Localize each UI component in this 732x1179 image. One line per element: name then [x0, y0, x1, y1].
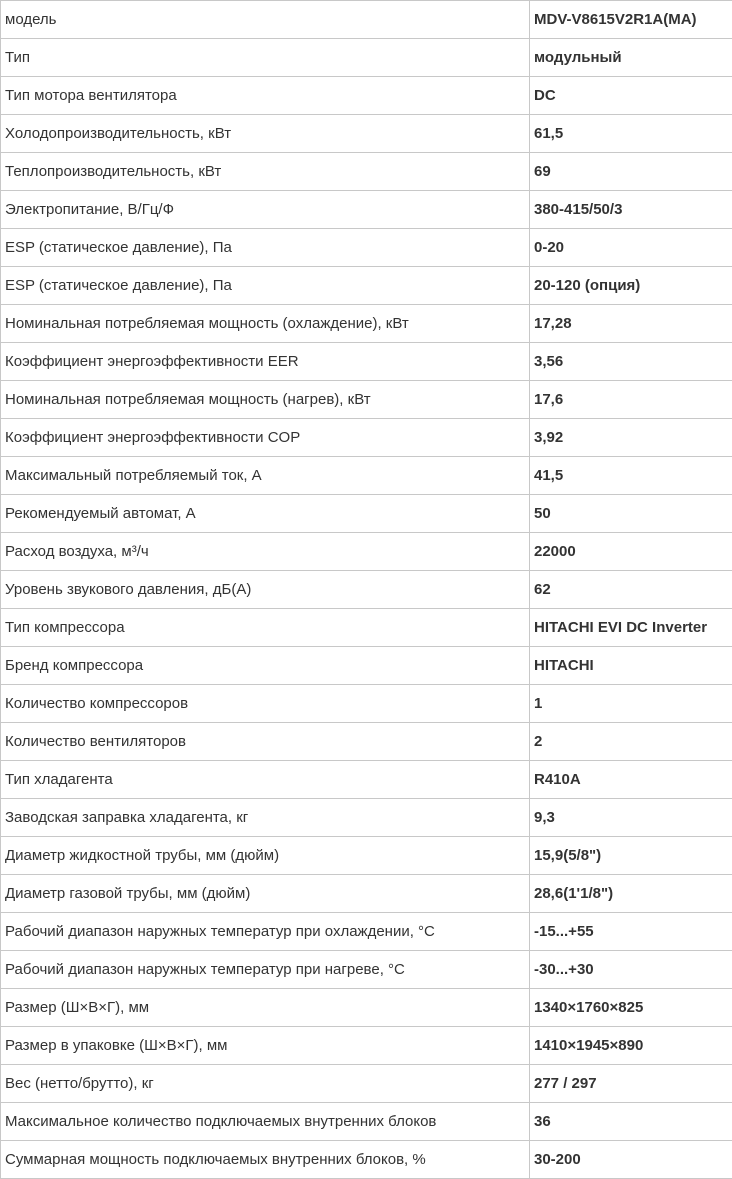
- table-row: [1, 723, 732, 761]
- spec-value: -30...+30: [530, 951, 732, 989]
- spec-label: Размер в упаковке (Ш×В×Г), мм: [1, 1027, 530, 1065]
- spec-value: 2: [530, 723, 732, 761]
- table-row: [1, 77, 732, 115]
- table-row: [1, 343, 732, 381]
- spec-value: 17,6: [530, 381, 732, 419]
- spec-label: Коэффициент энергоэффективности COP: [1, 419, 530, 457]
- spec-value: 15,9(5/8"): [530, 837, 732, 875]
- spec-label: Рабочий диапазон наружных температур при нагреве, °С: [1, 951, 530, 989]
- spec-value: модульный: [530, 39, 732, 77]
- spec-label: модель: [1, 1, 530, 39]
- spec-value: 20-120 (опция): [530, 267, 732, 305]
- table-row: [1, 799, 732, 837]
- spec-value: 69: [530, 153, 732, 191]
- spec-value: HITACHI: [530, 647, 732, 685]
- table-row: [1, 229, 732, 267]
- spec-label: Размер (Ш×В×Г), мм: [1, 989, 530, 1027]
- table-row: [1, 39, 732, 77]
- table-row: [1, 761, 732, 799]
- spec-label: Бренд компрессора: [1, 647, 530, 685]
- spec-value: 28,6(1'1/8"): [530, 875, 732, 913]
- spec-label: ESP (статическое давление), Па: [1, 229, 530, 267]
- spec-label: Диаметр газовой трубы, мм (дюйм): [1, 875, 530, 913]
- spec-value: 61,5: [530, 115, 732, 153]
- spec-value: 1: [530, 685, 732, 723]
- table-row: [1, 153, 732, 191]
- spec-label: Диаметр жидкостной трубы, мм (дюйм): [1, 837, 530, 875]
- spec-value: 36: [530, 1103, 732, 1141]
- table-row: [1, 647, 732, 685]
- table-row: [1, 305, 732, 343]
- spec-label: Теплопроизводительность, кВт: [1, 153, 530, 191]
- spec-label: Рабочий диапазон наружных температур при охлаждении, °С: [1, 913, 530, 951]
- spec-label: Рекомендуемый автомат, А: [1, 495, 530, 533]
- spec-value: MDV-V8615V2R1A(MA): [530, 1, 732, 39]
- table-row: [1, 191, 732, 229]
- spec-value: 30-200: [530, 1141, 732, 1179]
- table-row: [1, 1065, 732, 1103]
- spec-label: Тип компрессора: [1, 609, 530, 647]
- spec-label: Тип хладагента: [1, 761, 530, 799]
- spec-value: -15...+55: [530, 913, 732, 951]
- spec-label: Вес (нетто/брутто), кг: [1, 1065, 530, 1103]
- table-row: [1, 115, 732, 153]
- spec-value: 277 / 297: [530, 1065, 732, 1103]
- spec-value: DC: [530, 77, 732, 115]
- spec-value: 9,3: [530, 799, 732, 837]
- table-row: [1, 685, 732, 723]
- table-row: [1, 875, 732, 913]
- table-row: [1, 951, 732, 989]
- spec-label: ESP (статическое давление), Па: [1, 267, 530, 305]
- spec-value: 22000: [530, 533, 732, 571]
- spec-value: 1340×1760×825: [530, 989, 732, 1027]
- spec-value: 50: [530, 495, 732, 533]
- table-row: [1, 989, 732, 1027]
- spec-label: Количество компрессоров: [1, 685, 530, 723]
- spec-value: 3,56: [530, 343, 732, 381]
- spec-label: Расход воздуха, м³/ч: [1, 533, 530, 571]
- table-row: [1, 495, 732, 533]
- spec-label: Максимальный потребляемый ток, А: [1, 457, 530, 495]
- spec-label: Коэффициент энергоэффективности EER: [1, 343, 530, 381]
- spec-value: 17,28: [530, 305, 732, 343]
- spec-label: Электропитание, В/Гц/Ф: [1, 191, 530, 229]
- spec-label: Холодопроизводительность, кВт: [1, 115, 530, 153]
- spec-table-body: [1, 1, 732, 1179]
- spec-label: Тип: [1, 39, 530, 77]
- spec-value: R410A: [530, 761, 732, 799]
- spec-label: Суммарная мощность подключаемых внутренних блоков, %: [1, 1141, 530, 1179]
- spec-value: 62: [530, 571, 732, 609]
- spec-value: 0-20: [530, 229, 732, 267]
- table-row: [1, 609, 732, 647]
- spec-value: 3,92: [530, 419, 732, 457]
- table-row: [1, 457, 732, 495]
- table-row: [1, 533, 732, 571]
- spec-label: Заводская заправка хладагента, кг: [1, 799, 530, 837]
- spec-label: Максимальное количество подключаемых внутренних блоков: [1, 1103, 530, 1141]
- spec-value: 41,5: [530, 457, 732, 495]
- table-row: [1, 1, 732, 39]
- spec-label: Количество вентиляторов: [1, 723, 530, 761]
- table-row: [1, 837, 732, 875]
- spec-value: HITACHI EVI DC Inverter: [530, 609, 732, 647]
- spec-value: 380-415/50/3: [530, 191, 732, 229]
- spec-label: Номинальная потребляемая мощность (нагрев), кВт: [1, 381, 530, 419]
- spec-label: Уровень звукового давления, дБ(А): [1, 571, 530, 609]
- table-row: [1, 1141, 732, 1179]
- spec-value: 1410×1945×890: [530, 1027, 732, 1065]
- spec-label: Номинальная потребляемая мощность (охлаждение), кВт: [1, 305, 530, 343]
- table-row: [1, 419, 732, 457]
- table-row: [1, 571, 732, 609]
- table-row: [1, 381, 732, 419]
- table-row: [1, 267, 732, 305]
- spec-label: Тип мотора вентилятора: [1, 77, 530, 115]
- table-row: [1, 913, 732, 951]
- table-row: [1, 1103, 732, 1141]
- table-row: [1, 1027, 732, 1065]
